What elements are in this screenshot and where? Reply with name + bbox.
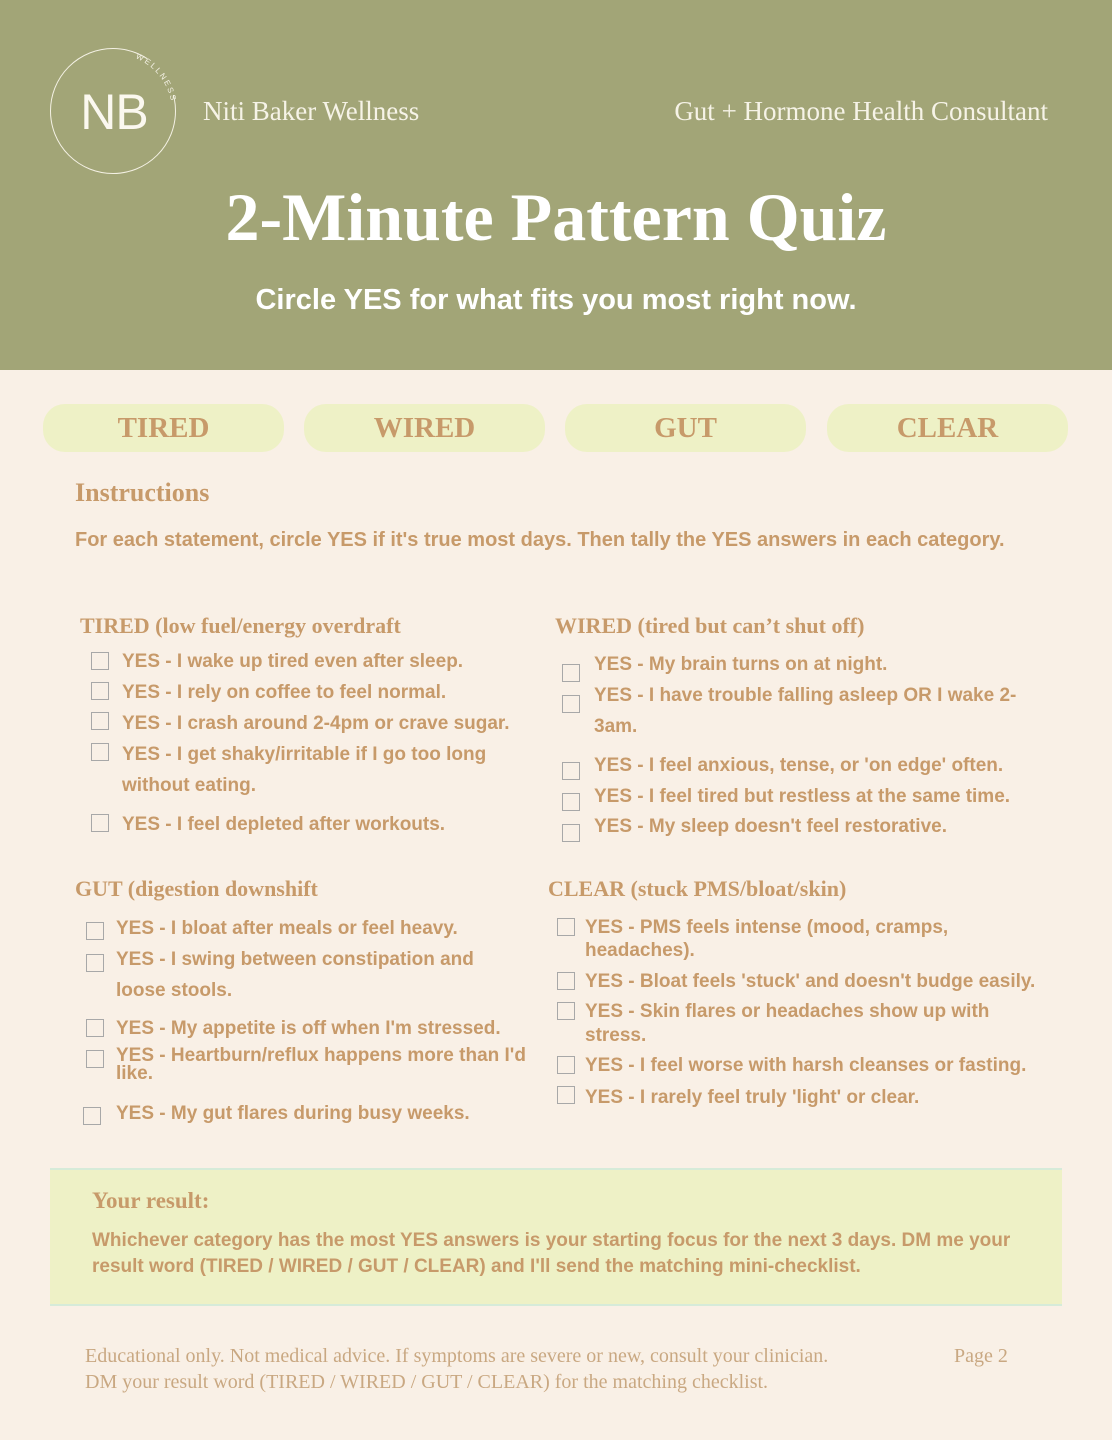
section-title-wired: WIRED (tired but can’t shut off) — [555, 613, 865, 638]
checkbox-gut-5[interactable] — [83, 1107, 101, 1125]
quiz-item-gut-1: YES - I bloat after meals or feel heavy. — [116, 918, 458, 939]
checkbox-tired-5[interactable] — [91, 814, 109, 832]
checkbox-tired-4[interactable] — [91, 743, 109, 761]
section-title-clear: CLEAR (stuck PMS/bloat/skin) — [548, 876, 847, 901]
quiz-item-tired-2: YES - I rely on coffee to feel normal. — [122, 682, 447, 703]
quiz-item-gut-2: YES - I swing between constipation and loose stools. — [116, 949, 474, 1001]
quiz-item-wired-4: YES - I feel tired but restless at the same time. — [594, 786, 1011, 807]
quiz-item-tired-4: YES - I get shaky/irritable if I go too long without eating. — [122, 744, 487, 796]
section-title-tired: TIRED (low fuel/energy overdraft — [80, 613, 401, 638]
logo-arc-text: WELLNESS — [134, 51, 179, 103]
quiz-item-wired-5: YES - My sleep doesn't feel restorative. — [594, 816, 947, 837]
checkbox-wired-1[interactable] — [562, 664, 580, 682]
footer-line-1: Educational only. Not medical advice. If symptoms are severe or new, consult your clinician. — [85, 1345, 829, 1367]
quiz-item-tired-5: YES - I feel depleted after workouts. — [122, 814, 446, 835]
checkbox-tired-3[interactable] — [91, 712, 109, 730]
quiz-item-clear-4: YES - I feel worse with harsh cleanses or fasting. — [585, 1055, 1027, 1076]
checkbox-clear-4[interactable] — [557, 1056, 575, 1074]
checkbox-tired-2[interactable] — [91, 682, 109, 700]
quiz-item-wired-1: YES - My brain turns on at night. — [594, 654, 888, 675]
category-pill-tired: TIRED — [43, 404, 284, 452]
checkbox-wired-5[interactable] — [562, 824, 580, 842]
brand-name: Niti Baker Wellness — [203, 96, 420, 126]
category-pill-wired: WIRED — [304, 404, 545, 452]
quiz-item-clear-5: YES - I rarely feel truly 'light' or clear. — [585, 1087, 920, 1108]
quiz-item-tired-3: YES - I crash around 2-4pm or crave sugar. — [122, 713, 510, 734]
checkbox-tired-1[interactable] — [91, 652, 109, 670]
checkbox-clear-5[interactable] — [557, 1086, 575, 1104]
checkbox-clear-1[interactable] — [557, 918, 575, 936]
checkbox-gut-2[interactable] — [86, 954, 104, 972]
category-pill-clear: CLEAR — [827, 404, 1068, 452]
quiz-item-gut-5: YES - My gut flares during busy weeks. — [116, 1103, 470, 1124]
quiz-item-clear-1: YES - PMS feels intense (mood, cramps, headaches). — [585, 917, 949, 961]
page-subtitle: Circle YES for what fits you most right now. — [255, 284, 857, 316]
page-title: 2-Minute Pattern Quiz — [225, 179, 887, 255]
checkbox-gut-4[interactable] — [86, 1050, 104, 1068]
quiz-item-tired-1: YES - I wake up tired even after sleep. — [122, 651, 464, 672]
checkbox-wired-4[interactable] — [562, 793, 580, 811]
checkbox-wired-3[interactable] — [562, 762, 580, 780]
result-text: Whichever category has the most YES answers is your starting focus for the next 3 days. DM me your result word (TIRED / WIRED / GUT / CLEAR) and I'll send the matching mini-checklist. — [92, 1230, 1011, 1277]
quiz-item-wired-3: YES - I feel anxious, tense, or 'on edge' often. — [594, 755, 1004, 776]
quiz-item-gut-4: YES - Heartburn/reflux happens more than I'd like. — [116, 1045, 526, 1084]
header-banner — [0, 0, 1112, 370]
section-title-gut: GUT (digestion downshift — [75, 876, 318, 901]
footer-line-2: DM your result word (TIRED / WIRED / GUT / CLEAR) for the matching checklist. — [85, 1371, 769, 1393]
instructions-text: For each statement, circle YES if it's true most days. Then tally the YES answers in each category. — [75, 529, 1005, 551]
quiz-item-clear-3: YES - Skin flares or headaches show up with stress. — [585, 1001, 990, 1046]
logo-monogram: NB — [80, 84, 148, 140]
tagline: Gut + Hormone Health Consultant — [674, 96, 1048, 126]
result-box — [50, 1168, 1062, 1306]
checkbox-clear-3[interactable] — [557, 1002, 575, 1020]
instructions-heading: Instructions — [75, 478, 210, 507]
category-pill-gut: GUT — [565, 404, 806, 452]
checkbox-clear-2[interactable] — [557, 972, 575, 990]
checkbox-wired-2[interactable] — [562, 695, 580, 713]
checkbox-gut-1[interactable] — [86, 922, 104, 940]
quiz-item-clear-2: YES - Bloat feels 'stuck' and doesn't budge easily. — [585, 971, 1036, 992]
checkbox-gut-3[interactable] — [86, 1019, 104, 1037]
quiz-item-wired-2: YES - I have trouble falling asleep OR I wake 2-3am. — [594, 685, 1017, 737]
result-title: Your result: — [92, 1188, 210, 1213]
logo — [50, 48, 179, 174]
quiz-item-gut-3: YES - My appetite is off when I'm stressed. — [116, 1018, 501, 1039]
footer-disclaimer — [85, 1343, 945, 1395]
page-number: Page 2 — [954, 1345, 1008, 1367]
